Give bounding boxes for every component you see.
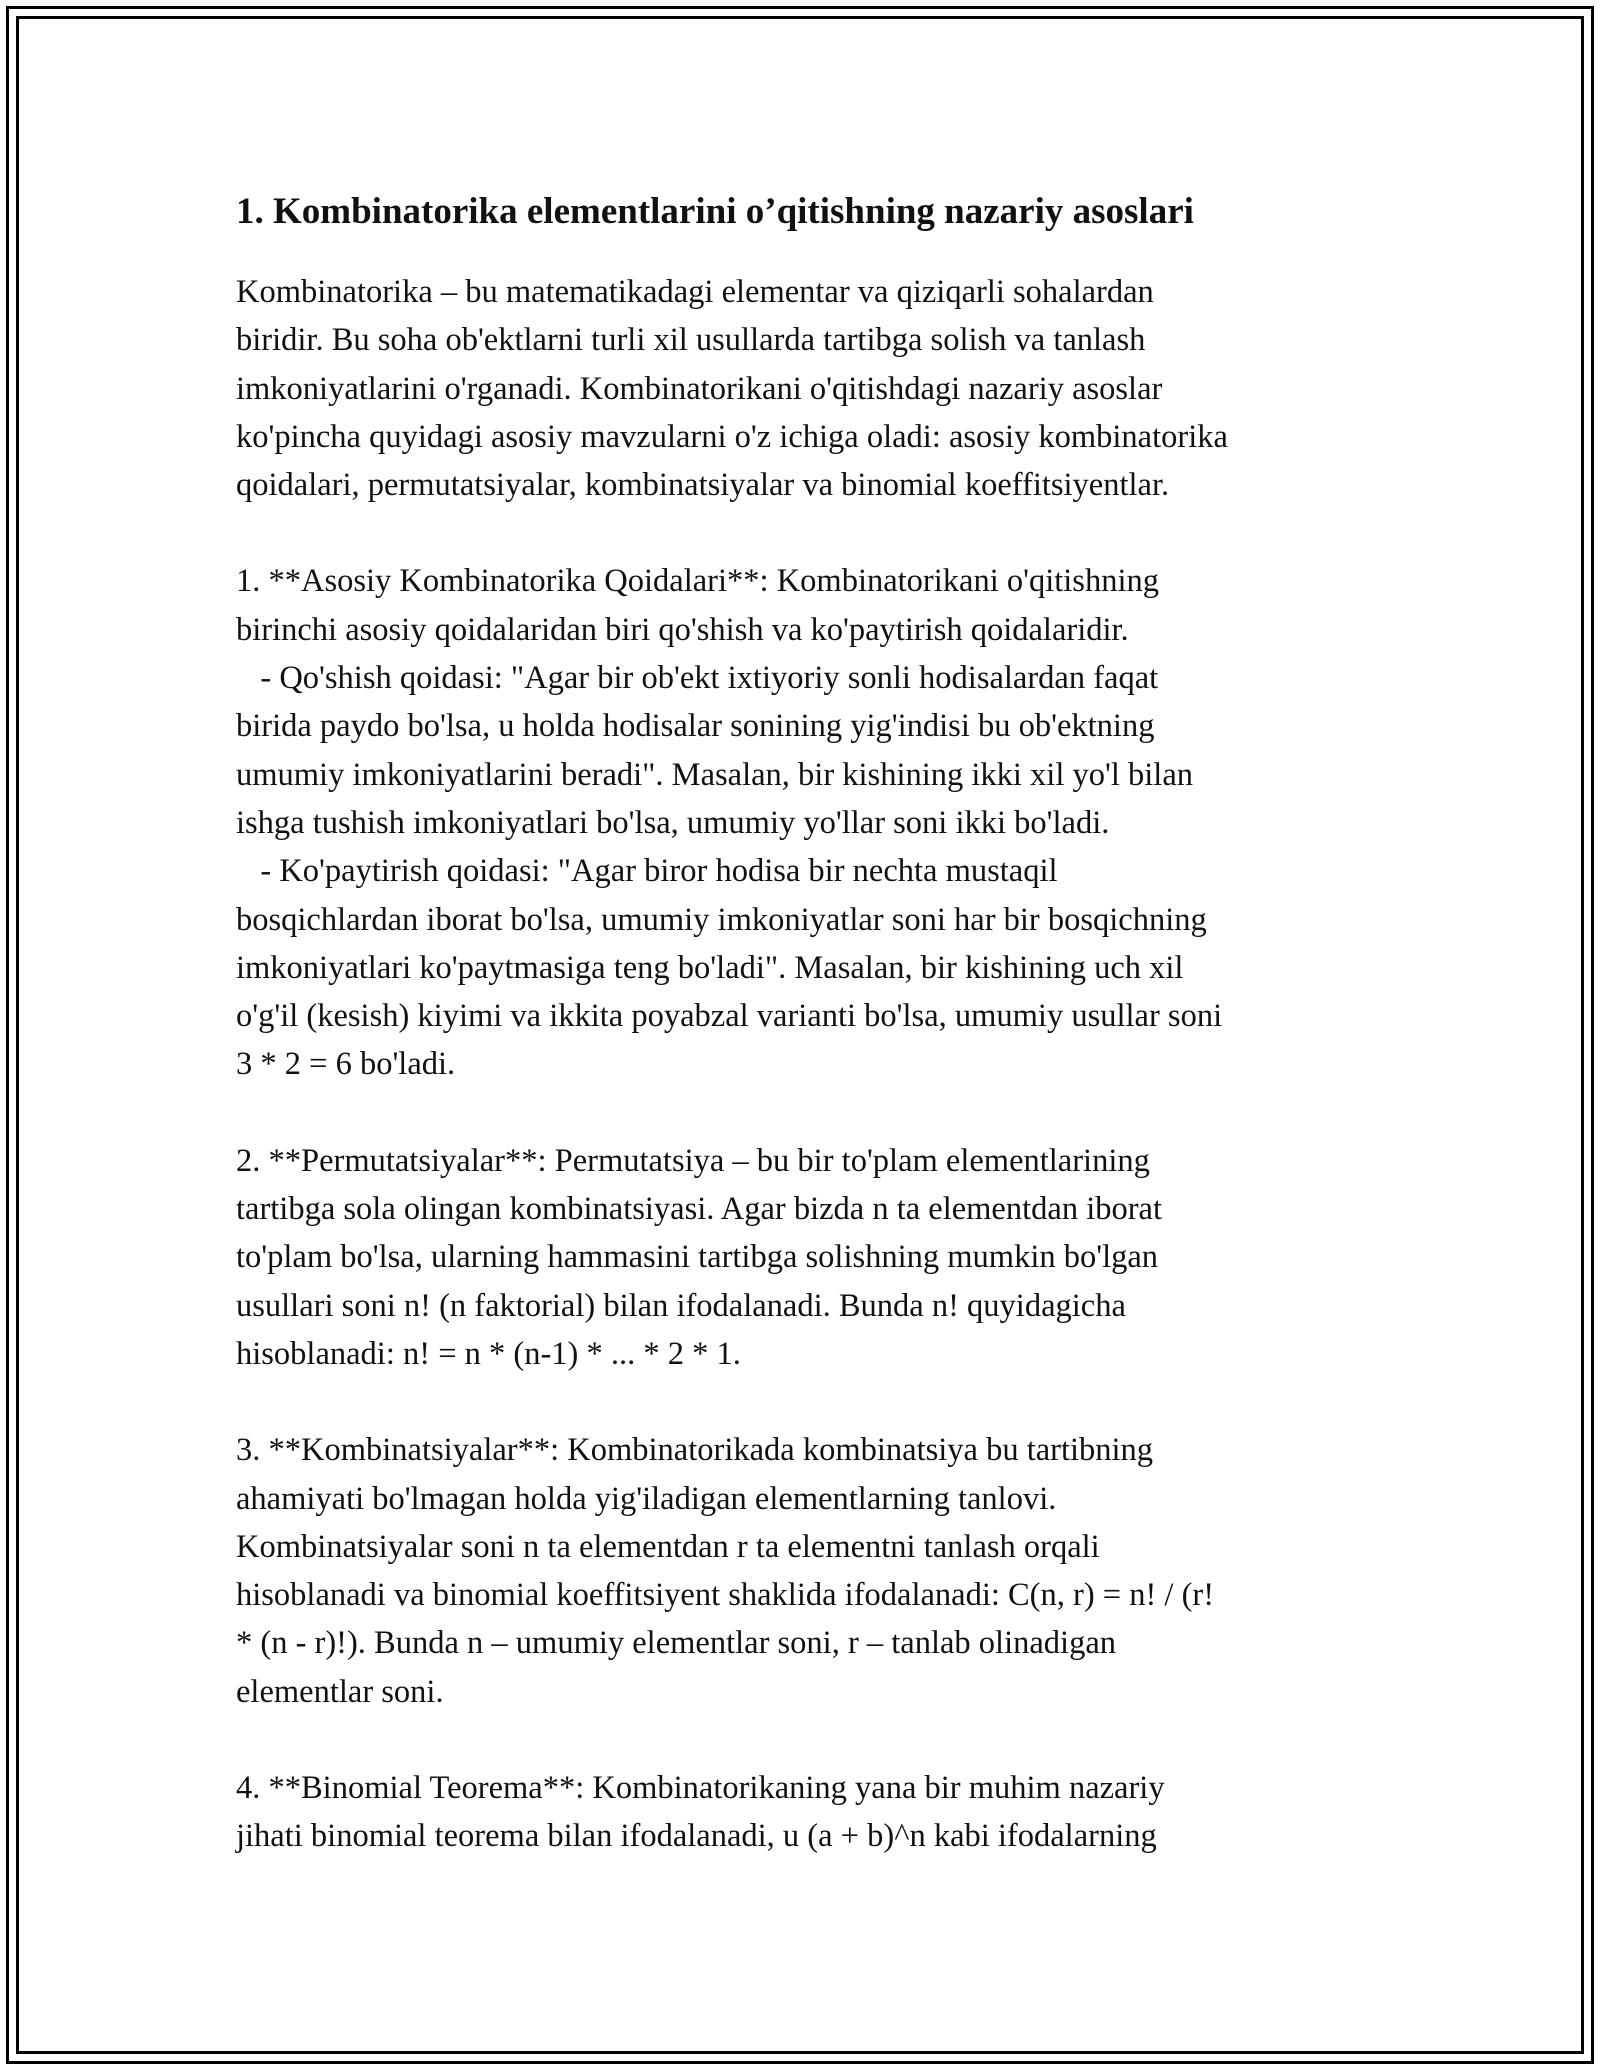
text-line: 3. **Kombinatsiyalar**: Kombinatorikada kombinatsiya bu tartibning	[236, 1432, 1154, 1469]
text-line: * (n - r)!). Bunda n – umumiy elementlar soni, r – tanlab olinadigan	[236, 1625, 1116, 1662]
text-line: - Qo'shish qoidasi: "Agar bir ob'ekt ixtiyoriy sonli hodisalardan faqat	[236, 660, 1159, 697]
text-line: Kombinatorika – bu matematikadagi elementar va qiziqarli sohalardan	[236, 274, 1154, 310]
text-line: to'plam bo'lsa, ularning hammasini tartibga solishning mumkin bo'lgan	[236, 1239, 1159, 1276]
text-line: - Ko'paytirish qoidasi: "Agar biror hodisa bir nechta mustaqil	[236, 853, 1058, 890]
text-line: ko'pincha quyidagi asosiy mavzularni o'z ichiga oladi: asosiy kombinatorika	[236, 418, 1228, 455]
text-line: o'g'il (kesish) kiyimi va ikkita poyabzal varianti bo'lsa, umumiy usullar soni	[236, 998, 1223, 1035]
text-line: 1. **Asosiy Kombinatorika Qoidalari**: Kombinatorikani o'qitishning	[236, 563, 1159, 600]
text-line: hisoblanadi va binomial koeffitsiyent shaklida ifodalanadi: C(n, r) = n! / (r!	[236, 1577, 1215, 1614]
rules-paragraph	[236, 557, 1366, 1088]
text-line: birida paydo bo'lsa, u holda hodisalar sonining yig'indisi bu ob'ektning	[236, 708, 1155, 745]
text-line: imkoniyatlarini o'rganadi. Kombinatorikani o'qitishdagi nazariy asoslar	[236, 370, 1163, 407]
text-line: ahamiyati bo'lmagan holda yig'iladigan elementlarning tanlovi.	[236, 1480, 1057, 1517]
text-line: 4. **Binomial Teorema**: Kombinatorikaning yana bir muhim nazariy	[236, 1770, 1165, 1807]
combinations-paragraph	[236, 1426, 1366, 1716]
text-line: ishga tushish imkoniyatlari bo'lsa, umumiy yo'llar soni ikki bo'ladi.	[236, 804, 1110, 841]
permutations-paragraph	[236, 1137, 1366, 1378]
binomial-paragraph	[236, 1764, 1366, 1861]
text-line: hisoblanadi: n! = n * (n-1) * ... * 2 * 1.	[236, 1335, 741, 1372]
text-line: Kombinatsiyalar soni n ta elementdan r ta elementni tanlash orqali	[236, 1528, 1100, 1565]
text-line: elementlar soni.	[236, 1673, 444, 1710]
text-line: jihati binomial teorema bilan ifodalanadi, u (a + b)^n kabi ifodalarning	[236, 1818, 1157, 1855]
text-line: birinchi asosiy qoidalaridan biri qo'shish va ko'paytirish qoidalaridir.	[236, 611, 1129, 648]
intro-paragraph	[236, 268, 1366, 509]
text-line: qoidalari, permutatsiyalar, kombinatsiyalar va binomial koeffitsiyentlar.	[236, 467, 1170, 504]
text-line: biridir. Bu soha ob'ektlarni turli xil usullarda tartibga solish va tanlash	[236, 322, 1146, 359]
text-line: umumiy imkoniyatlarini beradi". Masalan, bir kishining ikki xil yo'l bilan	[236, 756, 1193, 793]
document-body	[236, 184, 1366, 1909]
text-line: 3 * 2 = 6 bo'ladi.	[236, 1046, 456, 1083]
text-line: imkoniyatlari ko'paytmasiga teng bo'ladi". Masalan, bir kishining uch xil	[236, 949, 1184, 986]
text-line: usullari soni n! (n faktorial) bilan ifodalanadi. Bunda n! quyidagicha	[236, 1287, 1126, 1324]
text-line: 2. **Permutatsiyalar**: Permutatsiya – bu bir to'plam elementlarining	[236, 1142, 1150, 1179]
section-heading: 1. Kombinatorika elementlarini o’qitishning nazariy asoslari	[236, 191, 1194, 232]
text-line: tartibga sola olingan kombinatsiyasi. Agar bizda n ta elementdan iborat	[236, 1191, 1162, 1228]
text-line: bosqichlardan iborat bo'lsa, umumiy imkoniyatlar soni har bir bosqichning	[236, 901, 1207, 938]
